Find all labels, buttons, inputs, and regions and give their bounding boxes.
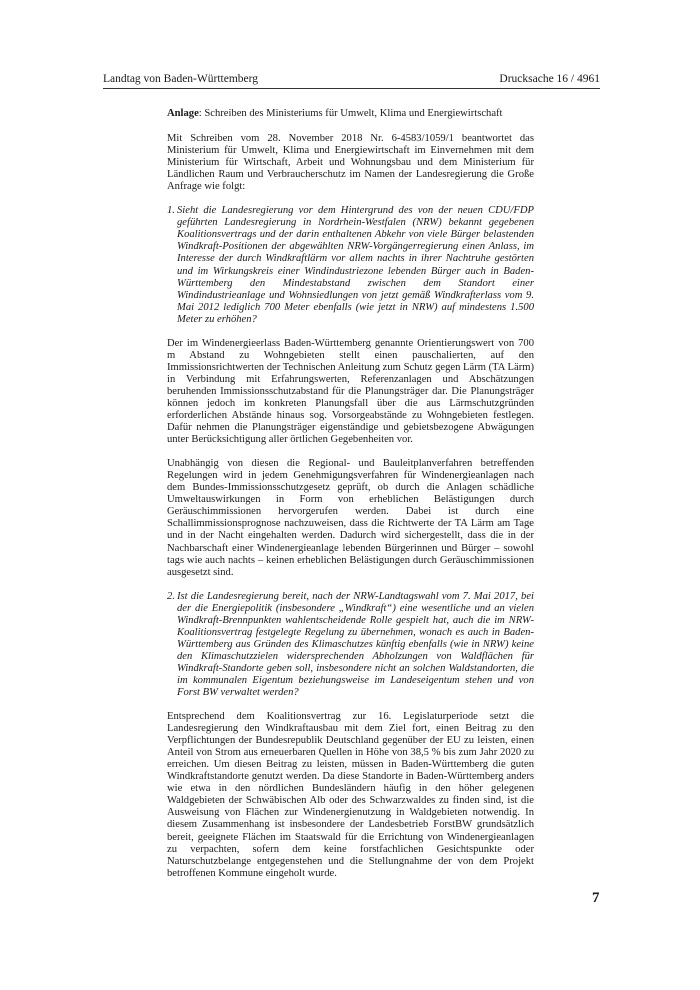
anlage-label: Anlage bbox=[167, 108, 199, 119]
question-1 bbox=[167, 205, 534, 325]
page-header bbox=[103, 72, 600, 86]
question-number: 2. bbox=[167, 590, 175, 602]
document-body bbox=[167, 108, 534, 880]
question-text: Sieht die Landesregierung vor dem Hintergrund des von der neuen CDU/FDP geführten Landesregierung in Nordrhein-Westfalen (NRW) bekannt gegebenen Koalitionsvertrags und der darin enthaltenen Abkehr von viele Bürger belastenden Windkraft-Positionen der abgewählten NRW-Vorgängerregierung einen Anlass, im Interesse der durch Windkraftlärm vor allem nachts in ihrer Nachtruhe gestörten und im Wirkungskreis einer Windindustriezone lebenden Bürger auch in Baden-Württemberg den Mindestabstand zwischen dem Standort einer Windindustrieanlage und Wohnsiedlungen von jetzt gemäß Windkrafterlass vom 9. Mai 2012 lediglich 700 Meter ebenfalls (wie jetzt in NRW) auf mindestens 1.500 Meter zu erhöhen? bbox=[177, 205, 534, 325]
page-number: 7 bbox=[592, 890, 600, 906]
anlage-heading bbox=[167, 108, 534, 120]
answer-1-paragraph-2: Unabhängig von diesen die Regional- und Bauleitplanverfahren betreffenden Regelungen wird in jedem Genehmigungsverfahren für Windenergieanlagen nach dem Bundes-Immissionsschutzgesetz geprüft, ob durch die Anlagen schädliche Umweltauswirkungen in Form von erheblichen Belästigungen durch Geräuschimmissionen hervorgerufen werden. Dabei ist durch eine Schallimmissionsprognose nachzuweisen, dass die Richtwerte der TA Lärm am Tage und in der Nacht eingehalten werden. Dadurch wird sichergestellt, dass die in der Nachbarschaft einer Windenergieanlage lebenden Bürgerinnen und Bürger – sowohl tags wie auch nachts – keinen erheblichen Belästigungen durch Geräuschimmissionen ausgesetzt sind. bbox=[167, 458, 534, 578]
anlage-text: : Schreiben des Ministeriums für Umwelt, Klima und Energiewirtschaft bbox=[198, 108, 503, 119]
answer-2-paragraph: Entsprechend dem Koalitionsvertrag zur 16. Legislaturperiode setzt die Landesregierung den Windkraftausbau mit dem Ziel fort, einen Beitrag zu den Verpflichtungen der Bundesrepublik Deutschland gegenüber der EU zu leisten, einen Anteil von Strom aus erneuerbaren Quellen in Höhe von 38,5 % bis zum Jahr 2020 zu erreichen. Um diesen Beitrag zu leisten, müssen in Baden-Württemberg die guten Windkraftstandorte genutzt werden. Da diese Standorte in Baden-Württemberg anders wie etwa in den nördlichen Bundesländern häufig in den höher gelegenen Waldgebieten der Schwäbischen Alb oder des Schwarzwaldes zu finden sind, ist die Ausweisung von Flächen zur Windenergienutzung in Waldgebieten notwendig. In diesem Zusammenhang ist insbesondere der Landesbetrieb ForstBW grundsätzlich bereit, geeignete Flächen im Staatswald für die Errichtung von Windenergieanlagen zu verpachten, sofern dem keine forstfachlichen Gesichtspunkte oder Naturschutzbelange entgegenstehen und die Stellungnahme der von dem Projekt betroffenen Kommune eingeholt wurde. bbox=[167, 711, 534, 879]
intro-paragraph: Mit Schreiben vom 28. November 2018 Nr. 6-4583/1059/1 beantwortet das Ministerium für Umwelt, Klima und Energiewirtschaft im Einvernehmen mit dem Ministerium für Wirtschaft, Arbeit und Wohnungsbau und dem Ministerium für Ländlichen Raum und Verbraucherschutz im Namen der Landesregierung die Große Anfrage wie folgt: bbox=[167, 133, 534, 193]
question-text: Ist die Landesregierung bereit, nach der NRW-Landtagswahl vom 7. Mai 2017, bei der die Energiepolitik (insbesondere „Windkraft“) eine wesentliche und an vielen Windkraft-Brennpunkten wahlentscheidende Rolle gespielt hat, auch die im NRW-Koalitionsvertrag festgelegte Regelung zu übernehmen, wonach es auch in Baden-Württemberg aus Gründen des Klimaschutzes künftig ebenfalls (wie in NRW) keine den Klimaschutzzielen widersprechenden Abholzungen von Waldflächen für Windkraft-Standorte geben soll, insbesondere nicht an solchen Waldstandorten, die im kommunalen Eigentum beziehungsweise im Landeseigentum stehen und von Forst BW verwaltet werden? bbox=[177, 590, 534, 699]
question-2 bbox=[167, 591, 534, 699]
answer-1-paragraph-1: Der im Windenergieerlass Baden-Württemberg genannte Orientierungswert von 700 m Abstand zu Wohngebieten stellt einen pauschalierten, auf den Immissionsrichtwerten der Technischen Anleitung zum Schutz gegen Lärm (TA Lärm) in Verbindung mit Erfahrungswerten, Referenzanlagen und Abschätzungen beruhenden Immissionsschutzabstand für die Planungsträger dar. Die Planungsträger können jedoch im konkreten Planungsfall über die aus Lärmschutzgründen erforderlichen Abstände hinaus sog. Vorsorgeabstände zu Wohngebieten festlegen. Dafür nehmen die Planungsträger eigenständige und gebietsbezogene Abwägungen unter Berücksichtigung aller örtlichen Gegebenheiten vor. bbox=[167, 337, 534, 446]
question-number: 1. bbox=[167, 205, 175, 217]
header-right: Drucksache 16 / 4961 bbox=[499, 73, 600, 85]
header-rule bbox=[103, 88, 600, 89]
header-left: Landtag von Baden-Württemberg bbox=[103, 73, 258, 85]
